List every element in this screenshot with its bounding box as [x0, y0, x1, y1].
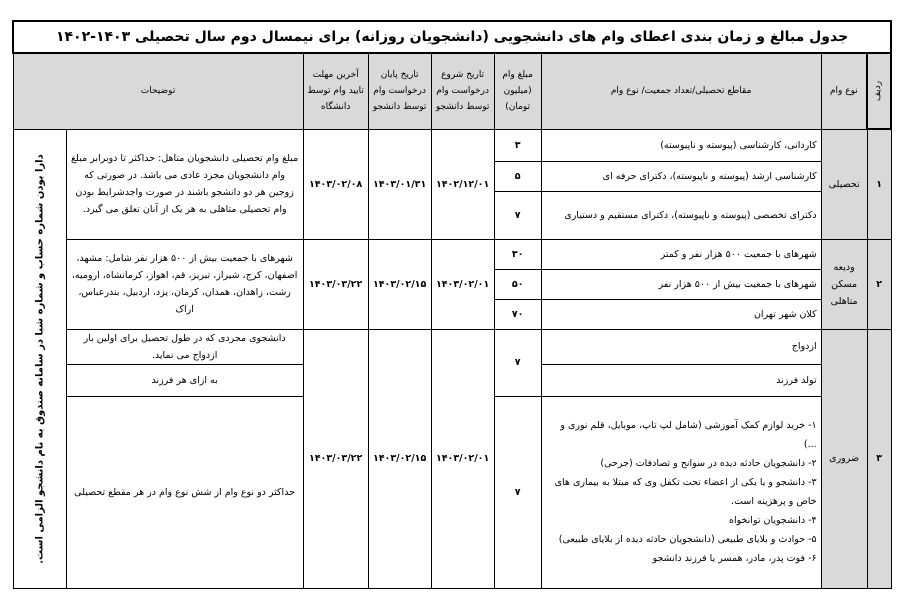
level: ازدواج: [541, 329, 821, 364]
end-date: ۱۴۰۳/۰۱/۳۱: [368, 129, 431, 239]
row-number: ۲: [867, 239, 891, 329]
list-item: ۳- دانشجو و یا یکی از اعضاء تحت تکفل وی که مبتلا به بیماری های خاص و پرهزینه است.: [554, 477, 817, 507]
table-row: [13, 239, 891, 269]
notes: به ازای هر فرزند: [66, 364, 303, 396]
start-date: ۱۴۰۳/۰۲/۰۱: [431, 329, 494, 588]
notes: شهرهای با جمعیت بیش از ۵۰۰ هزار نفر شامل: مشهد، اصفهان، کرج، شیراز، تبریز، قم، اهواز، کرمانشاه، ارومیه، رشت، زاهدان، همدان، کرمان، یزد، اردبیل، بندرعباس، اراک: [66, 239, 303, 329]
notes: حداکثر دو نوع وام از شش نوع وام در هر مقطع تحصیلی: [66, 396, 303, 588]
level: شهرهای با جمعیت بیش از ۵۰۰ هزار نفر: [541, 269, 821, 299]
header-amount: مبلغ وام (میلیون تومان): [494, 53, 541, 129]
level: کارشناسی ارشد (پیوسته و ناپیوسته)، دکترای حرفه ای: [541, 161, 821, 191]
loan-type: ضروری: [821, 329, 867, 588]
level: دکترای تخصصی (پیوسته و ناپیوسته)، دکترای مستقیم و دستیاری: [541, 191, 821, 239]
level: شهرهای با جمعیت ۵۰۰ هزار نفر و کمتر: [541, 239, 821, 269]
amount: ۵۰: [494, 269, 541, 299]
amount: ۷: [494, 396, 541, 588]
deadline-date: ۱۴۰۳/۰۳/۲۲: [303, 239, 368, 329]
list-item: ۵- حوادث و بلایای طبیعی (دانشجویان حادثه دیده از بلایای طبیعی): [558, 534, 817, 545]
amount: ۳۰: [494, 239, 541, 269]
header-end: تاریخ پایان درخواست وام توسط دانشجو: [368, 53, 431, 129]
header-row-number: ردیف: [867, 53, 891, 129]
list-item: ۱- خرید لوازم کمک آموزشی (شامل لپ تاپ، موبایل، قلم نوری و ...): [560, 420, 817, 450]
level: کاردانی، کارشناسی (پیوسته و ناپیوسته): [541, 129, 821, 161]
header-deadline: آخرین مهلت تایید وام توسط دانشگاه: [303, 53, 368, 129]
level: تولد فرزند: [541, 364, 821, 396]
header-notes: توضیحات: [13, 53, 303, 129]
loan-schedule-table: [12, 20, 892, 589]
header-level: مقاطع تحصیلی/تعداد جمعیت/ نوع وام: [541, 53, 821, 129]
header-type: نوع وام: [821, 53, 867, 129]
deadline-date: ۱۴۰۳/۰۲/۰۸: [303, 129, 368, 239]
level-list: [541, 396, 821, 588]
amount: ۷: [494, 191, 541, 239]
end-date: ۱۴۰۳/۰۲/۱۵: [368, 239, 431, 329]
deadline-date: ۱۴۰۳/۰۳/۲۲: [303, 329, 368, 588]
notes: مبلغ وام تحصیلی دانشجویان متاهل: حداکثر تا دوبرابر مبلغ وام دانشجویان مجرد عادی می باشد. در صورتی که زوجین هر دو دانشجو باشند در صورت واجدشرایط بودن وام تحصیلی متاهلی به هر یک از آنان تعلق می گیرد.: [66, 129, 303, 239]
amount: ۵: [494, 161, 541, 191]
notes: دانشجوی مجردی که در طول تحصیل برای اولین بار ازدواج می نماید.: [66, 329, 303, 364]
row-number: ۱: [867, 129, 891, 239]
table-row: [13, 329, 891, 364]
amount: ۳: [494, 129, 541, 161]
level: کلان شهر تهران: [541, 299, 821, 329]
start-date: ۱۴۰۲/۱۲/۰۱: [431, 129, 494, 239]
side-note: دارا بودن شماره حساب و شماره شبا در سامانه صندوق به نام دانشجو الزامی است.: [13, 129, 66, 588]
table-title: جدول مبالغ و زمان بندی اعطای وام های دانشجویی (دانشجویان روزانه) برای نیمسال دوم سال تحصیلی ۱۴۰۳-۱۴۰۲: [13, 21, 891, 53]
loan-type: تحصیلی: [821, 129, 867, 239]
list-item: ۶- فوت پدر، مادر، همسر یا فرزند دانشجو: [652, 553, 817, 564]
list-item: ۲- دانشجویان حادثه دیده در سوانح و تصادفات (جرحی): [600, 458, 817, 469]
amount: ۷: [494, 329, 541, 396]
start-date: ۱۴۰۳/۰۲/۰۱: [431, 239, 494, 329]
loan-type: ودیعه مسکن متاهلی: [821, 239, 867, 329]
amount: ۷۰: [494, 299, 541, 329]
row-number: ۳: [867, 329, 891, 588]
table-row: [13, 129, 891, 161]
end-date: ۱۴۰۳/۰۲/۱۵: [368, 329, 431, 588]
list-item: ۴- دانشجویان توانخواه: [729, 515, 817, 526]
header-start: تاریخ شروع درخواست وام توسط دانشجو: [431, 53, 494, 129]
